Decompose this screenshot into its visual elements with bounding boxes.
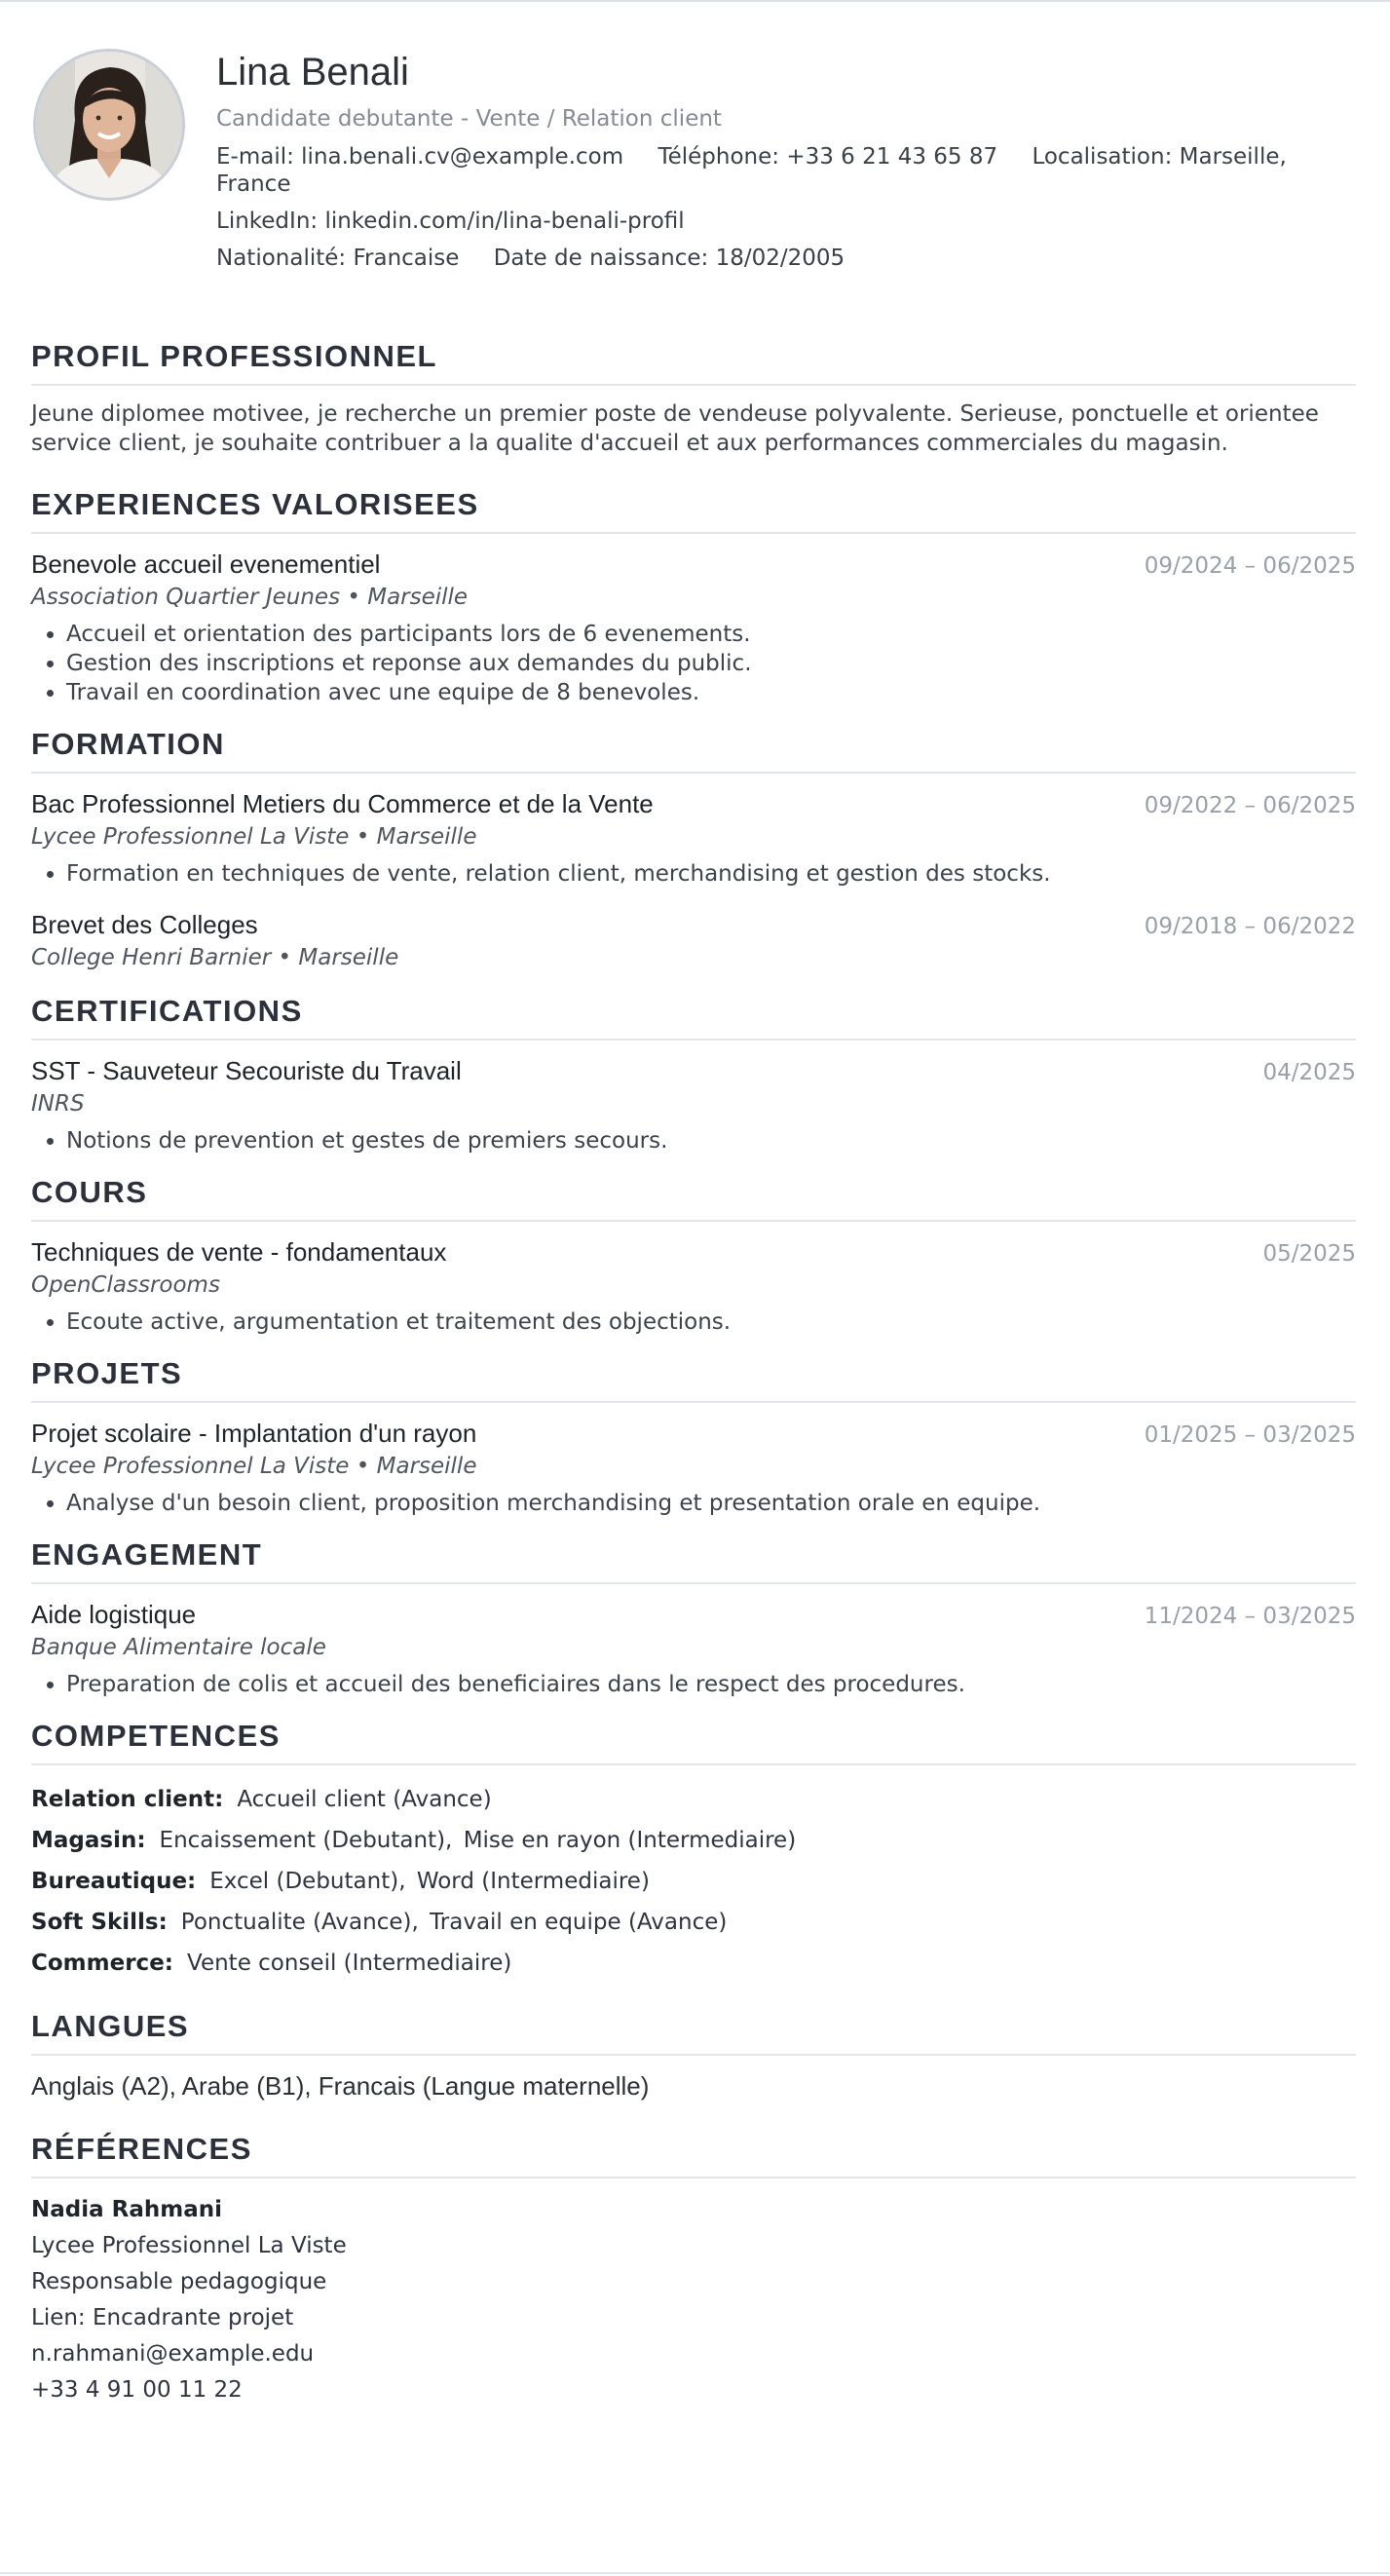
bullet-item: • Analyse d'un besoin client, proposition merchandising et presentation orale en equipe. (66, 1489, 1356, 1518)
section-cours (31, 1175, 1356, 1337)
formation-entry (31, 908, 1356, 974)
skill-category: Soft Skills: (31, 1910, 168, 1935)
entry-organization: Association Quartier Jeunes • Marseille (31, 585, 469, 610)
formation-entry (31, 787, 1356, 889)
entry-bullets (31, 859, 1356, 889)
entry-header (31, 1054, 1356, 1087)
entry-header (31, 1598, 1356, 1631)
skill-value: Travail en equipe (Avance) (430, 1910, 728, 1935)
contact-phone[interactable]: Téléphone: +33 6 21 43 65 87 (657, 144, 998, 170)
entry-title: Aide logistique (31, 1600, 197, 1629)
reference-name: Nadia Rahmani (31, 2197, 222, 2222)
bullet-item: • Gestion des inscriptions et reponse aux demandes du public. (66, 649, 1356, 678)
skill-value: Mise en rayon (Intermediaire) (463, 1828, 797, 1853)
section-title: EXPERIENCES VALORISEES (31, 487, 1356, 534)
section-projets (31, 1356, 1356, 1518)
entry-organization: Lycee Professionnel La Viste • Marseille (31, 1454, 477, 1479)
skill-category: Magasin: (31, 1828, 146, 1853)
entry-date: 11/2024 – 03/2025 (1144, 1604, 1356, 1629)
course-entry (31, 1235, 1356, 1337)
skill-row (31, 1861, 1356, 1902)
section-title: RÉFÉRENCES (31, 2132, 1356, 2178)
entry-date: 09/2024 – 06/2025 (1144, 553, 1356, 579)
entry-title: Brevet des Colleges (31, 910, 258, 939)
section-references (31, 2132, 1356, 2408)
section-title: COURS (31, 1175, 1356, 1222)
skill-category: Bureautique: (31, 1869, 197, 1894)
entry-bullets (31, 1126, 1356, 1155)
entry-title: Projet scolaire - Implantation d'un rayon (31, 1419, 477, 1448)
resume-page (31, 0, 1356, 2408)
entry-title: Bac Professionnel Metiers du Commerce et de la Vente (31, 789, 654, 818)
entry-bullets (31, 620, 1356, 707)
entry-title: Techniques de vente - fondamentaux (31, 1237, 447, 1267)
entry-date: 09/2018 – 06/2022 (1144, 914, 1356, 939)
contact-info (216, 143, 1356, 272)
languages-text: Anglais (A2), Arabe (B1), Francais (Langue maternelle) (31, 2071, 650, 2101)
skill-value: Encaissement (Debutant), (159, 1828, 453, 1853)
skill-category: Relation client: (31, 1787, 224, 1812)
section-title: ENGAGEMENT (31, 1537, 1356, 1584)
entry-bullets (31, 1489, 1356, 1518)
section-title: PROJETS (31, 1356, 1356, 1403)
contact-nationality: Nationalité: Francaise (216, 246, 460, 271)
contact-location: Localisation: Marseille, France (216, 144, 1287, 197)
entry-bullets (31, 1670, 1356, 1699)
entry-date: 09/2022 – 06/2025 (1144, 793, 1356, 818)
contact-line-1 (216, 143, 1356, 198)
reference-organization: Lycee Professionnel La Viste (31, 2233, 347, 2258)
portrait-photo (36, 52, 182, 198)
section-formation (31, 727, 1356, 974)
entry-organization: College Henri Barnier • Marseille (31, 945, 399, 970)
section-langues (31, 2009, 1356, 2102)
entry-header (31, 1235, 1356, 1269)
section-title: COMPETENCES (31, 1719, 1356, 1765)
contact-line-2 (216, 208, 1356, 235)
skill-value: Accueil client (Avance) (237, 1787, 492, 1812)
entry-date: 04/2025 (1262, 1060, 1356, 1085)
entry-organization: Banque Alimentaire locale (31, 1635, 326, 1660)
section-title: FORMATION (31, 727, 1356, 774)
entry-organization: INRS (31, 1091, 85, 1117)
reference-link: Lien: Encadrante projet (31, 2305, 294, 2330)
reference-email[interactable]: n.rahmani@example.edu (31, 2341, 315, 2367)
contact-email[interactable]: E-mail: lina.benali.cv@example.com (216, 144, 624, 170)
skill-value: Word (Intermediaire) (416, 1869, 650, 1894)
bullet-item: • Accueil et orientation des participants lors de 6 evenements. (66, 620, 1356, 649)
reference-phone[interactable]: +33 4 91 00 11 22 (31, 2377, 243, 2403)
entry-header (31, 908, 1356, 941)
section-title: CERTIFICATIONS (31, 994, 1356, 1041)
entry-header (31, 548, 1356, 581)
bullet-item: • Notions de prevention et gestes de premiers secours. (66, 1126, 1356, 1155)
section-title: PROFIL PROFESSIONNEL (31, 339, 1356, 386)
skill-value: Vente conseil (Intermediaire) (187, 1951, 512, 1976)
entry-header (31, 1417, 1356, 1450)
certification-entry (31, 1054, 1356, 1155)
entry-header (31, 787, 1356, 820)
candidate-tagline: Candidate debutante - Vente / Relation client (216, 106, 722, 132)
skill-row (31, 1943, 1356, 1984)
section-engagement (31, 1537, 1356, 1699)
avatar (33, 49, 185, 201)
entry-title: SST - Sauveteur Secouriste du Travail (31, 1056, 462, 1085)
bullet-item: • Travail en coordination avec une equipe de 8 benevoles. (66, 678, 1356, 707)
reference-role: Responsable pedagogique (31, 2269, 327, 2294)
contact-linkedin[interactable]: LinkedIn: linkedin.com/in/lina-benali-profil (216, 208, 685, 234)
section-competences (31, 1719, 1356, 1984)
skill-value: Excel (Debutant), (209, 1869, 406, 1894)
section-title: LANGUES (31, 2009, 1356, 2056)
project-entry (31, 1417, 1356, 1518)
engagement-entry (31, 1598, 1356, 1699)
entry-organization: Lycee Professionnel La Viste • Marseille (31, 824, 477, 850)
candidate-name: Lina Benali (216, 51, 409, 94)
entry-bullets (31, 1307, 1356, 1337)
section-profil (31, 339, 1356, 458)
header-info (216, 49, 1356, 272)
bottom-border (0, 2572, 1390, 2574)
skill-row (31, 1820, 1356, 1861)
section-certifications (31, 994, 1356, 1155)
section-experiences (31, 487, 1356, 707)
skill-row (31, 1779, 1356, 1820)
skill-value: Ponctualite (Avance), (180, 1910, 419, 1935)
entry-date: 05/2025 (1262, 1241, 1356, 1267)
resume-header (31, 0, 1356, 302)
contact-birthdate: Date de naissance: 18/02/2005 (493, 246, 845, 271)
experience-entry (31, 548, 1356, 707)
profil-text: Jeune diplomee motivee, je recherche un premier poste de vendeuse polyvalente. Serieuse, ponctuelle et orientee service client, je souhaite contribuer a la qualite d'accueil et aux performances commerciales du magasin. (31, 401, 1319, 456)
bullet-item: • Ecoute active, argumentation et traitement des objections. (66, 1307, 1356, 1337)
bullet-item: • Preparation de colis et accueil des beneficiaires dans le respect des procedures. (66, 1670, 1356, 1699)
entry-date: 01/2025 – 03/2025 (1144, 1422, 1356, 1448)
skill-category: Commerce: (31, 1951, 173, 1976)
contact-line-3 (216, 245, 1356, 272)
skill-row (31, 1902, 1356, 1943)
entry-organization: OpenClassrooms (31, 1272, 220, 1298)
entry-title: Benevole accueil evenementiel (31, 549, 381, 579)
bullet-item: • Formation en techniques de vente, relation client, merchandising et gestion des stocks. (66, 859, 1356, 889)
